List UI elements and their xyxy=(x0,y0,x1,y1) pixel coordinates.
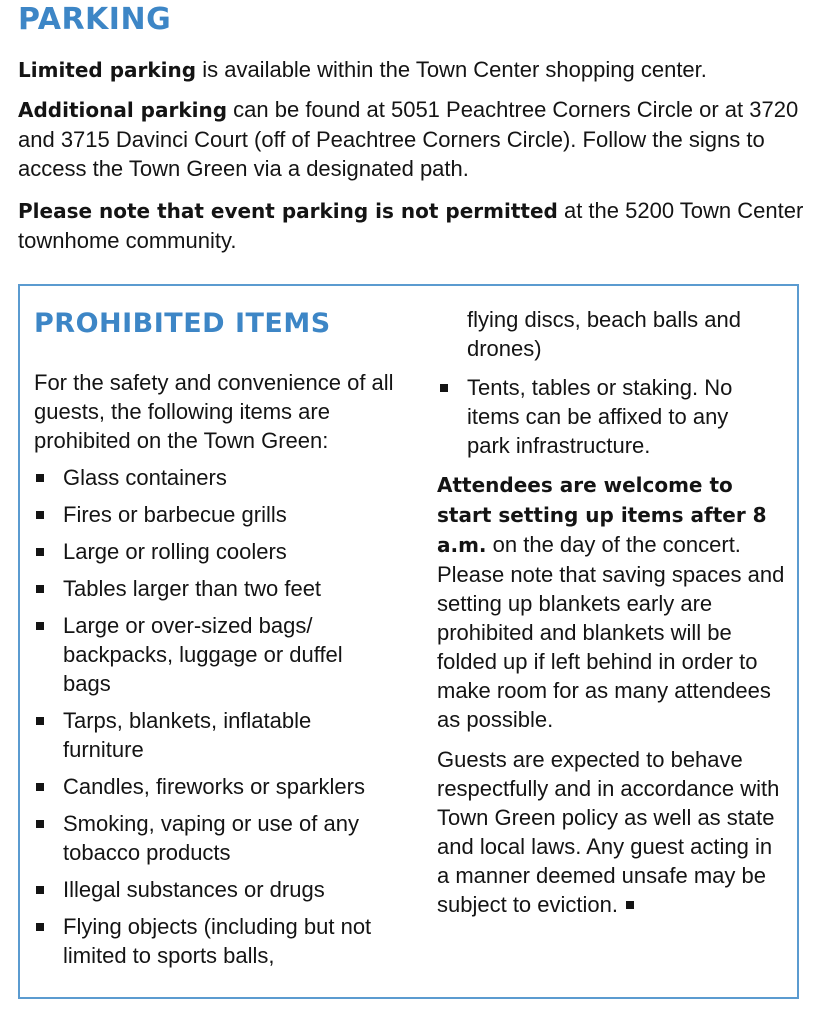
parking-note-paragraph xyxy=(18,196,808,255)
list-item-text: Fires or barbecue grills xyxy=(63,502,287,527)
attendees-text: on the day of the concert. Please note that saving spaces and setting up blankets early are prohibited and blankets will be folded up if left behind in order to make room for as many attendees as possible. xyxy=(437,532,785,732)
bullet-icon xyxy=(36,585,44,593)
additional-parking-text: can be found at 5051 Peachtree Corners Circle or at 3720 and 3715 Davinci Court (off of Peachtree Corners Circle). Follow the signs to access the Town Green via a designated path. xyxy=(18,97,799,181)
additional-parking-paragraph xyxy=(18,95,808,183)
prohibited-items-heading: PROHIBITED ITEMS xyxy=(34,308,331,339)
list-item-text: Candles, fireworks or sparklers xyxy=(63,774,365,799)
prohibited-items-list-continued xyxy=(438,305,788,460)
bullet-icon xyxy=(36,783,44,791)
list-item xyxy=(34,809,423,867)
list-item xyxy=(34,912,403,970)
bullet-icon xyxy=(36,886,44,894)
limited-parking-paragraph xyxy=(18,55,808,85)
list-item-text: Large or rolling coolers xyxy=(63,539,287,564)
additional-parking-bold: Additional parking xyxy=(18,98,228,122)
list-item-text: Flying objects (including but not limited to sports balls, xyxy=(63,914,372,968)
list-item-text: Large or over-sized bags/ backpacks, luggage or duffel bags xyxy=(63,613,343,696)
list-item xyxy=(34,772,419,801)
list-item-text: Tarps, blankets, inflatable furniture xyxy=(63,708,312,762)
bullet-icon xyxy=(36,717,44,725)
limited-parking-bold: Limited parking xyxy=(18,58,197,82)
list-item xyxy=(34,611,363,698)
parking-heading: PARKING xyxy=(18,2,172,37)
bullet-icon xyxy=(36,511,44,519)
bullet-icon xyxy=(36,548,44,556)
list-item-text: Smoking, vaping or use of any tobacco products xyxy=(63,811,359,865)
list-item xyxy=(34,875,419,904)
limited-parking-text: is available within the Town Center shopping center. xyxy=(196,57,707,82)
list-item xyxy=(34,574,419,603)
guests-text: Guests are expected to behave respectfully and in accordance with Town Green policy as well as state and local laws. Any guest acting in a manner deemed unsafe may be subject to eviction. xyxy=(437,747,780,917)
bullet-icon xyxy=(36,622,44,630)
attendees-paragraph xyxy=(437,470,787,734)
list-item xyxy=(438,373,767,460)
list-item-text: Glass containers xyxy=(63,465,227,490)
parking-note-text: at the 5200 Town Center townhome community. xyxy=(18,198,804,253)
list-item xyxy=(34,537,419,566)
prohibited-intro: For the safety and convenience of all guests, the following items are prohibited on the Town Green: xyxy=(34,370,394,453)
list-item-continued: flying discs, beach balls and drones) xyxy=(467,307,741,361)
prohibited-items-list xyxy=(34,463,419,978)
bullet-icon xyxy=(36,923,44,931)
bullet-icon xyxy=(440,384,448,392)
list-item-text: Tents, tables or staking. No items can be affixed to any park infrastructure. xyxy=(467,375,733,458)
attendees-bold: Attendees are welcome to start setting up items after 8 a.m. xyxy=(437,473,767,557)
end-mark-icon xyxy=(626,901,634,909)
parking-note-bold: Please note that event parking is not permitted xyxy=(18,199,558,223)
list-item xyxy=(34,500,419,529)
guests-paragraph xyxy=(437,745,787,919)
list-item-text: Illegal substances or drugs xyxy=(63,877,325,902)
bullet-icon xyxy=(36,820,44,828)
bullet-icon xyxy=(36,474,44,482)
list-item xyxy=(34,706,383,764)
list-item xyxy=(34,463,419,492)
prohibited-items-sublist xyxy=(438,373,788,460)
list-item-text: Tables larger than two feet xyxy=(63,576,322,601)
